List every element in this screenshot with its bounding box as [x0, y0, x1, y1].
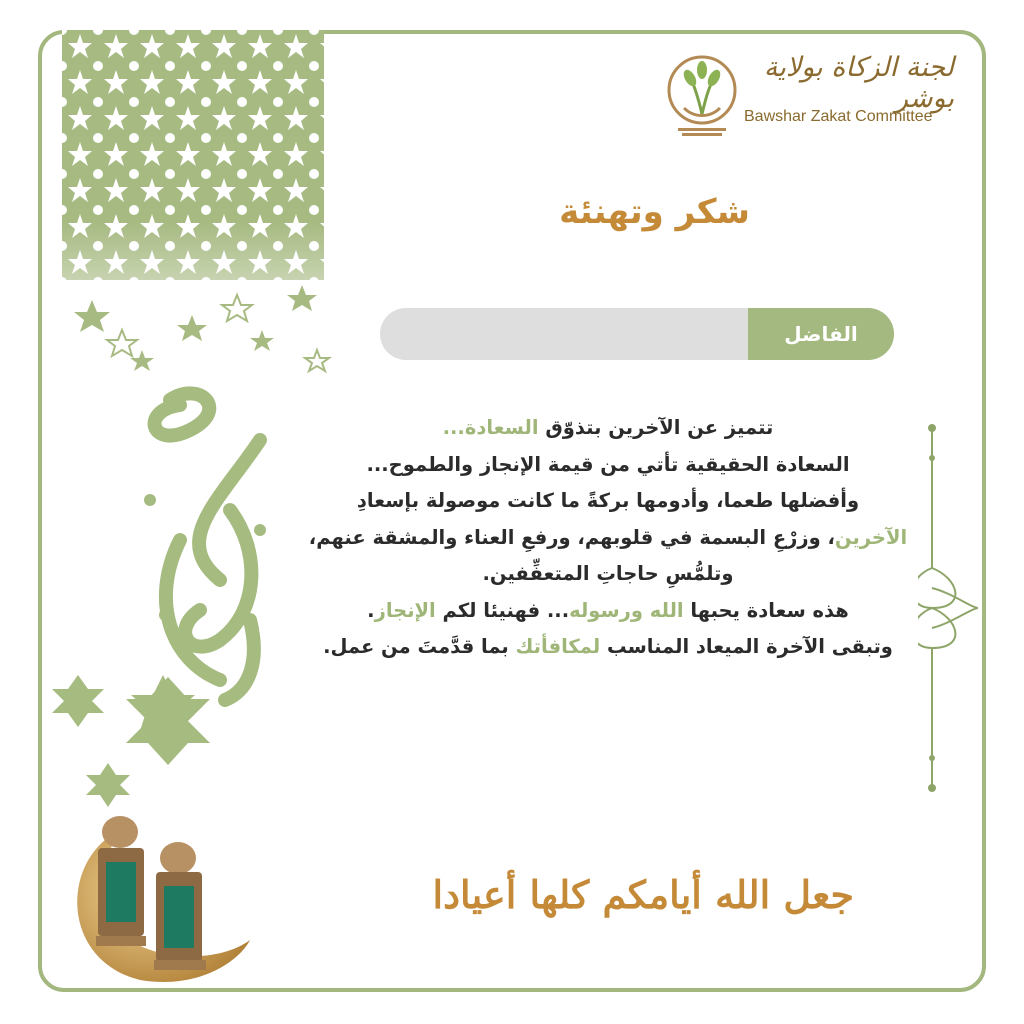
message-body [298, 410, 918, 666]
calligraphy-decoration [110, 380, 280, 710]
recipient-title-label: الفاضل [748, 308, 894, 360]
side-ornament-decoration [918, 418, 982, 798]
stars-decoration [48, 665, 228, 815]
logo-english-name: Bawshar Zakat Committee [744, 108, 933, 125]
message-line: تتميز عن الآخرين بتذوّق السعادة... [442, 416, 774, 439]
recipient-name-field [380, 308, 894, 360]
message-line: الآخرين، وزرْعِ البسمة في قلوبهم، ورفعِ العناء والمشقة عنهم، [308, 525, 908, 549]
highlight-word: لمكافأتك [515, 635, 601, 658]
message-line: وتبقى الآخرة الميعاد المناسب لمكافأتك بما قدَّمتَ من عمل. [323, 635, 893, 658]
highlight-word: الله ورسوله [569, 598, 684, 622]
logo-arabic-name: لجنة الزكاة بولاية بوشر [763, 52, 954, 114]
page-title: شكر وتهنئة [559, 192, 750, 232]
message-line: السعادة الحقيقية تأتي من قيمة الإنجاز والطموح... [366, 452, 850, 476]
highlight-word: الآخرين [834, 525, 908, 549]
crescent-lanterns-decoration [50, 810, 270, 990]
closing-blessing: جعل الله أيامكم كلها أعيادا [432, 872, 854, 917]
highlight-word: الإنجاز [374, 598, 436, 622]
message-line: وتلمُّسِ حاجاتِ المتعفِّفين. [482, 562, 734, 585]
star-pattern-decoration [62, 30, 332, 380]
message-line: هذه سعادة يحبها الله ورسوله... فهنيئا لكم الإنجاز. [367, 598, 849, 622]
message-line: وأفضلها طعما، وأدومها بركةً ما كانت موصولة بإسعادِ [356, 489, 860, 512]
committee-logo [664, 52, 954, 142]
highlight-word: السعادة... [442, 416, 539, 439]
committee-emblem [664, 52, 740, 138]
